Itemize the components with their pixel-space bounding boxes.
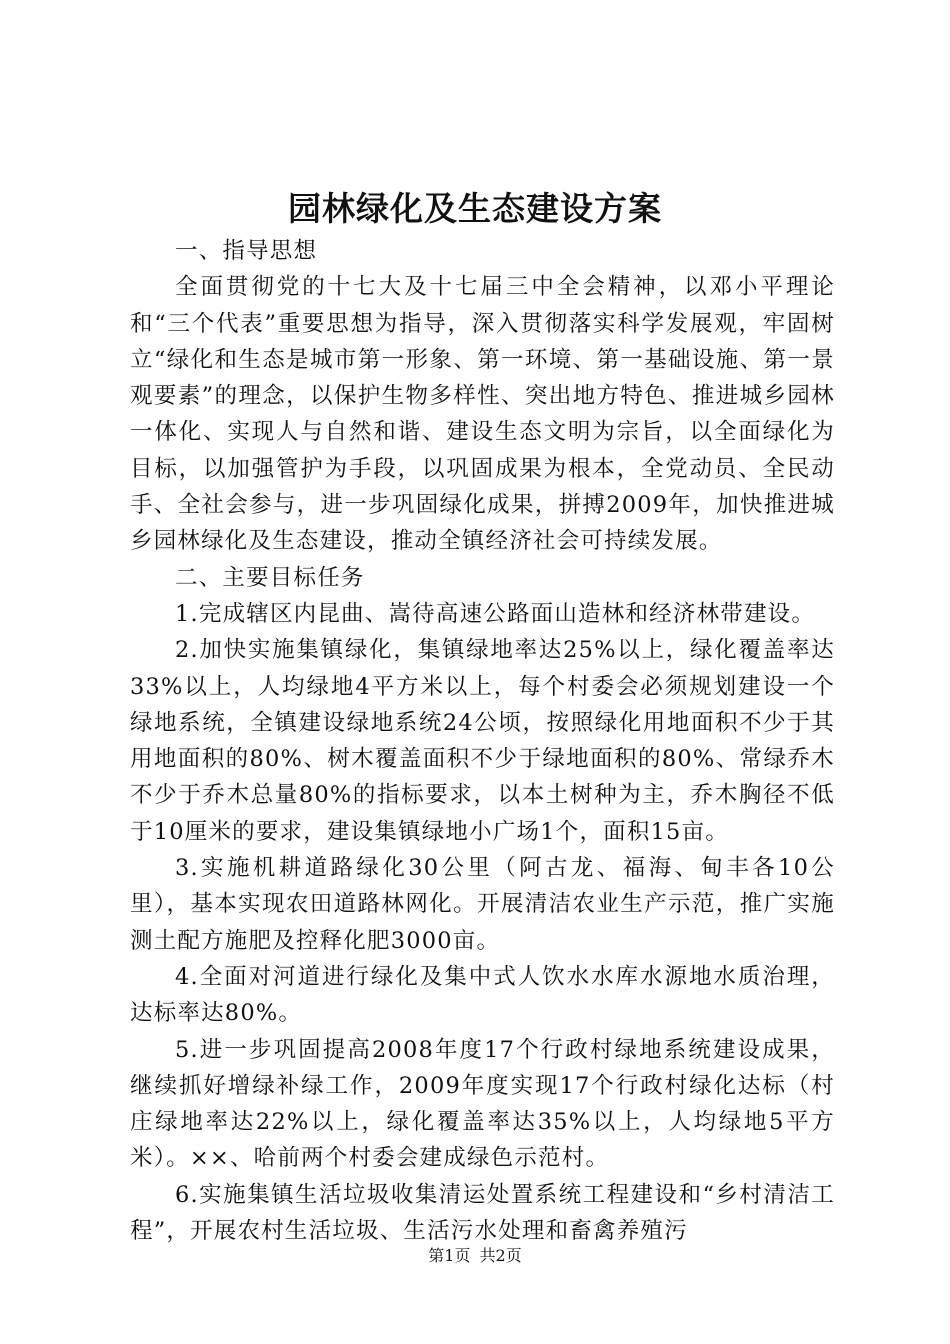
task-item-2: 2.加快实施集镇绿化，集镇绿地率达25%以上，绿化覆盖率达33%以上，人均绿地4平方米以上，每个村委会必须规划建设一个绿地系统，全镇建设绿地系统24公顷，按照绿化用地面积不少于其用地面积的80%、树木覆盖面积不少于绿地面积的80%、常绿乔木不少于乔木总量80%的指标要求，以本土树种为主，乔木胸径不低于10厘米的要求，建设集镇绿地小广场1个，面积15亩。 [130,637,835,845]
task-item-3: 3.实施机耕道路绿化30公里（阿古龙、福海、甸丰各10公里），基本实现农田道路林网化。开展清洁农业生产示范，推广实施测土配方施肥及控释化肥3000亩。 [130,855,835,954]
paragraph-guiding-ideology: 全面贯彻党的十七大及十七届三中全会精神，以邓小平理论和“三个代表”重要思想为指导，深入贯彻落实科学发展观，牢固树立“绿化和生态是城市第一形象、第一环境、第一基础设施、第一景观要素”的理念，以保护生物多样性、突出地方特色、推进城乡园林一体化、实现人与自然和谐、建设生态文明为宗旨，以全面绿化为目标，以加强管护为手段，以巩固成果为根本，全党动员、全民动手、全社会参与，进一步巩固绿化成果，拼搏2009年，加快推进城乡园林绿化及生态建设，推动全镇经济社会可持续发展。 [130,274,835,555]
page-footer: 第1页 共2页 [428,1246,522,1265]
task-item-5: 5.进一步巩固提高2008年度17个行政村绿地系统建设成果，继续抓好增绿补绿工作，2009年度实现17个行政村绿化达标（村庄绿地率达22%以上，绿化覆盖率达35%以上，人均绿地5平方米）。××、哈前两个村委会建成绿色示范村。 [130,1036,835,1172]
task-item-4: 4.全面对河道进行绿化及集中式人饮水水库水源地水质治理，达标率达80%。 [130,963,835,1027]
section-heading-guiding-ideology: 一、指导思想 [175,238,318,264]
document-title: 园林绿化及生态建设方案 [288,189,662,228]
task-item-6: 6.实施集镇生活垃圾收集清运处置系统工程建设和“乡村清洁工程”，开展农村生活垃圾、生活污水处理和畜禽养殖污 [130,1181,835,1245]
task-item-1: 1.完成辖区内昆曲、嵩待高速公路面山造林和经济林带建设。 [175,600,816,627]
section-heading-main-tasks: 二、主要目标任务 [175,564,365,591]
document-body [130,233,835,1249]
